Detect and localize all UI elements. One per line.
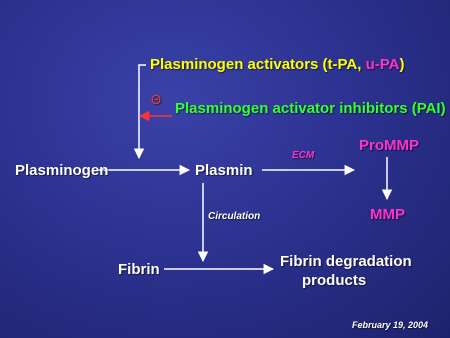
ecm-label: ECM: [292, 150, 315, 161]
upa-label: u-PA: [365, 56, 400, 73]
circulation-label: Circulation: [208, 211, 261, 222]
activators-prefix: Plasminogen activators (t-PA,: [150, 56, 366, 73]
plasmin-label: Plasmin: [195, 162, 253, 179]
activator-bracket-arrow: [139, 65, 146, 158]
inhibition-symbol: Θ: [151, 92, 162, 107]
footer-date: February 19, 2004: [352, 320, 429, 330]
fdp-line2: products: [302, 272, 367, 289]
activators-label: [150, 57, 405, 72]
prommp-label: ProMMP: [359, 137, 419, 154]
fibrin-label: Fibrin: [118, 261, 160, 278]
fdp-line1: Fibrin degradation: [280, 253, 412, 270]
activators-suffix: ): [399, 56, 405, 73]
inhibitors-label: Plasminogen activator inhibitors (PAI): [175, 100, 446, 117]
mmp-label: MMP: [370, 206, 405, 223]
plasminogen-label: Plasminogen: [15, 162, 109, 179]
